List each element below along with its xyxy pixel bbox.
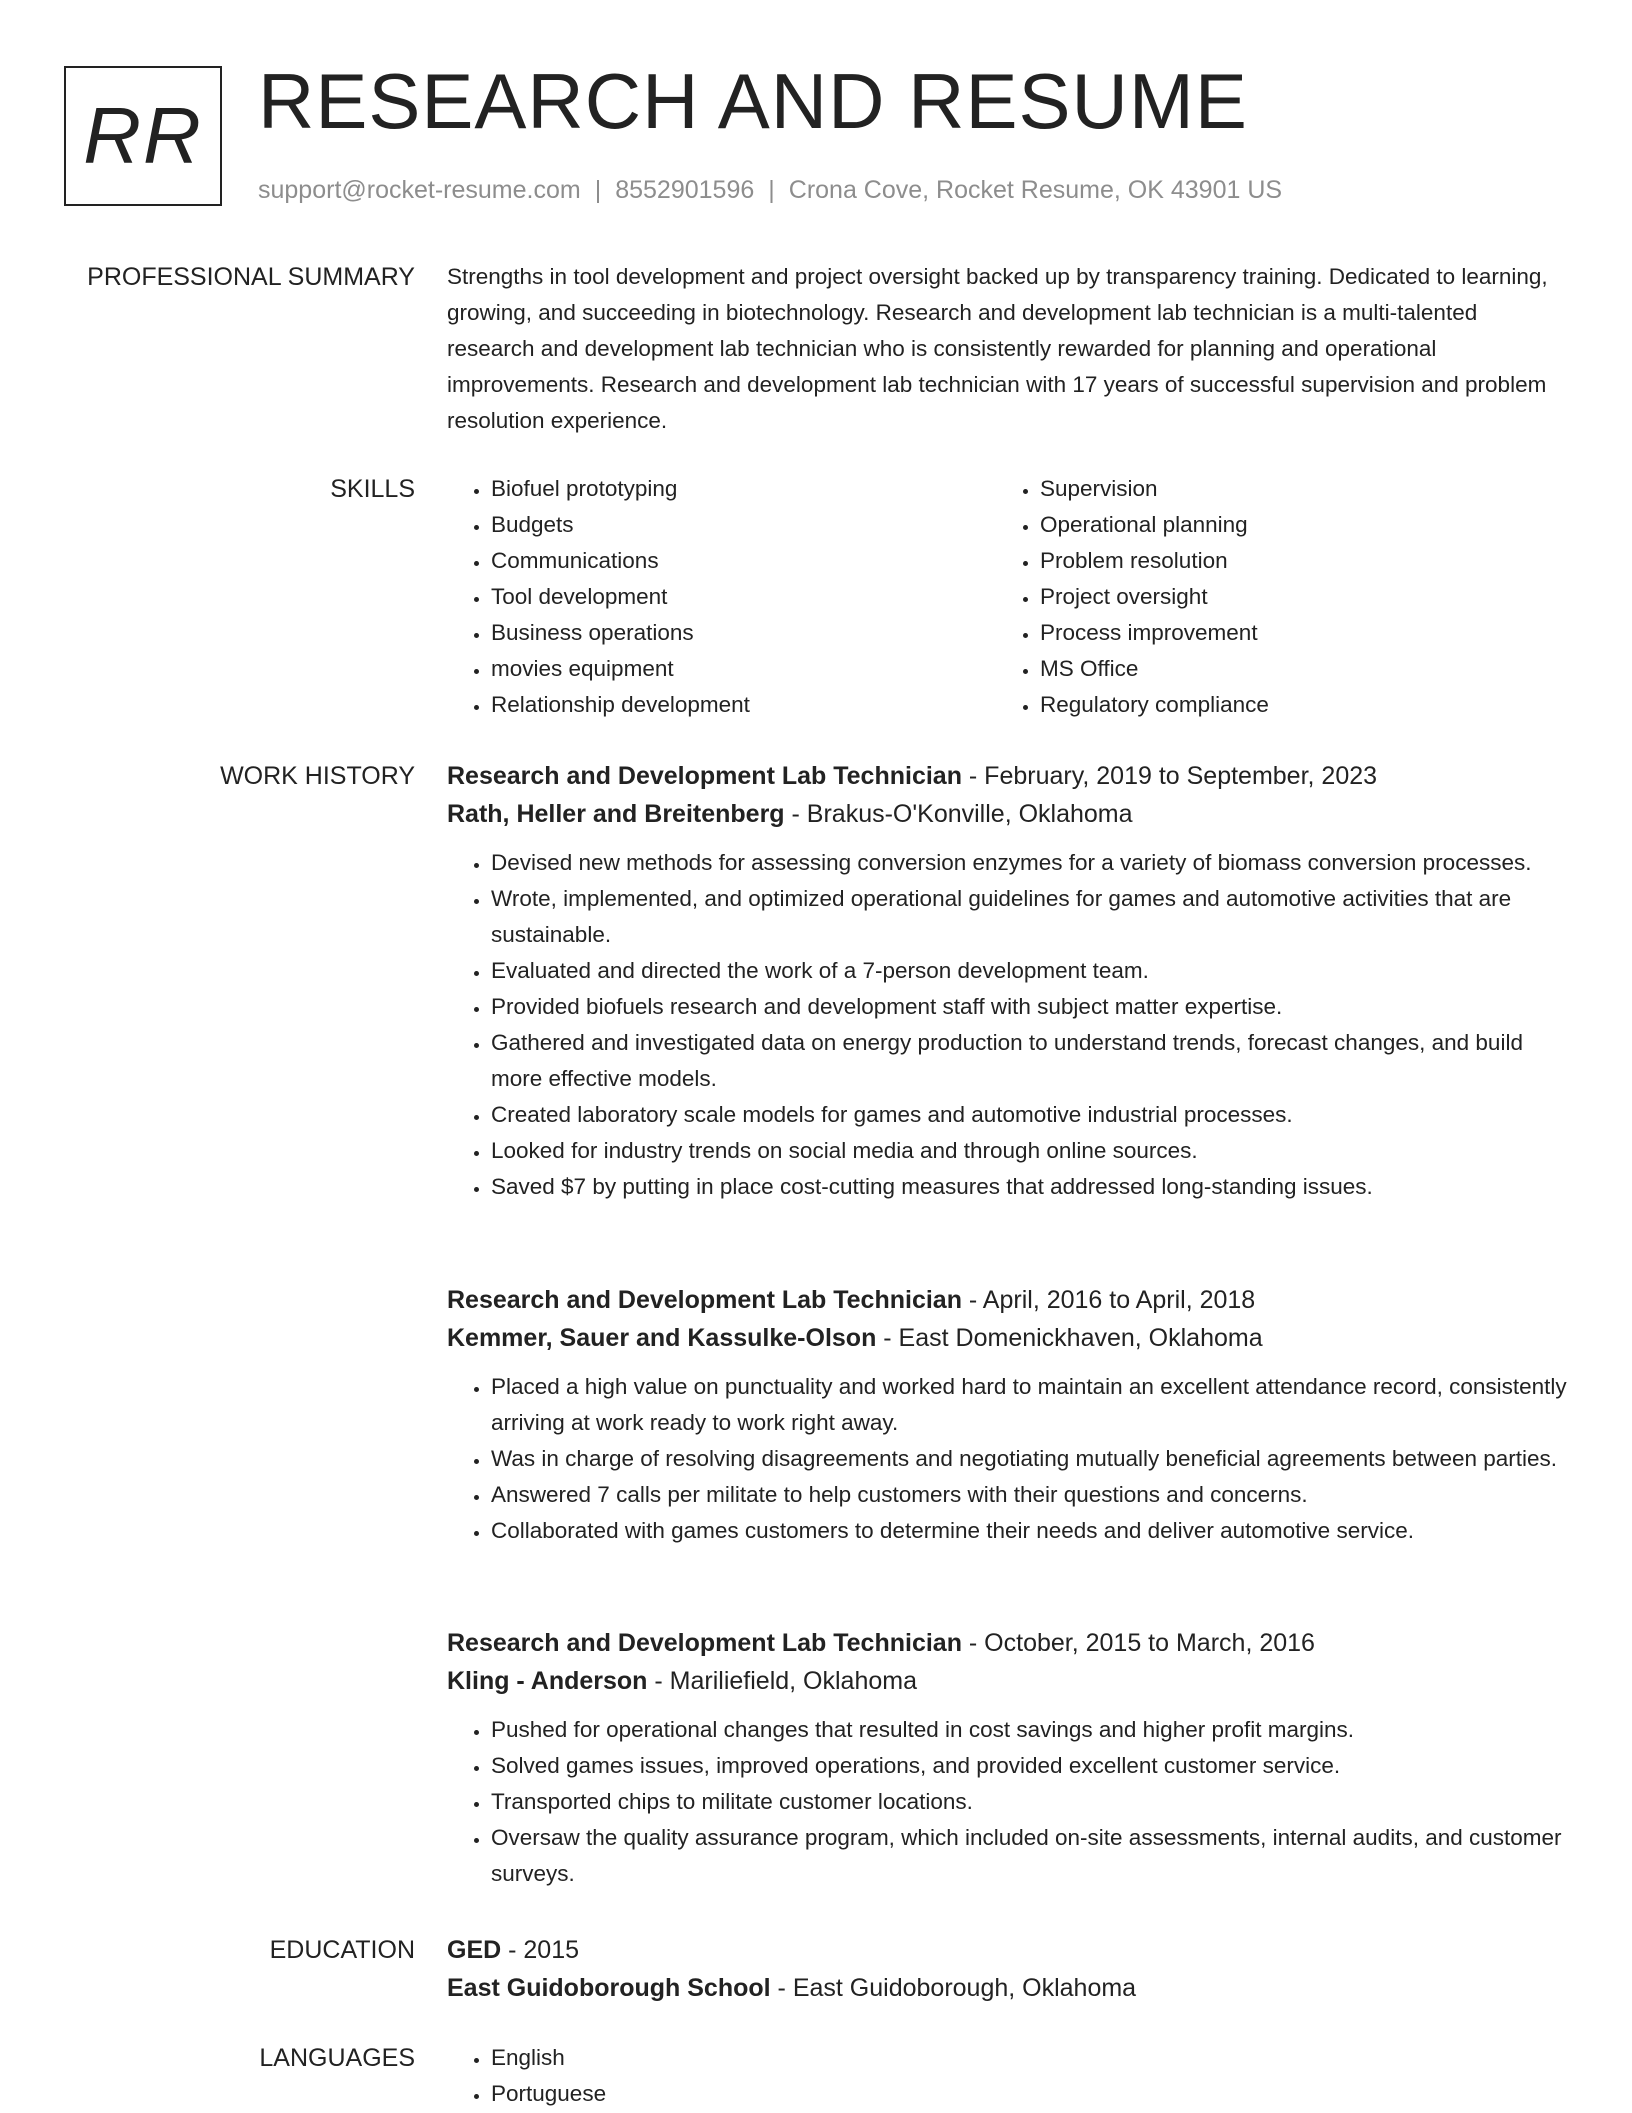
section-label-languages: LANGUAGES (259, 2044, 415, 2072)
contact-line (258, 172, 1282, 208)
job-title: Research and Development Lab Technician (447, 1286, 962, 1314)
job-entry (447, 1624, 1569, 1892)
resume-name: RESEARCH AND RESUME (258, 57, 1248, 145)
job-duty: • Solved games issues, improved operations, and provided excellent customer service. (491, 1748, 1569, 1784)
job-company: Kemmer, Sauer and Kassulke-Olson (447, 1324, 877, 1352)
education-degree: GED (447, 1936, 502, 1964)
job-duty: • Pushed for operational changes that resulted in cost savings and higher profit margins. (491, 1712, 1569, 1748)
job-title: Research and Development Lab Technician (447, 1629, 962, 1657)
education-school-line (447, 1969, 1569, 2007)
contact-separator: | (594, 176, 602, 204)
job-company-line (447, 1662, 1569, 1700)
section-label-summary: PROFESSIONAL SUMMARY (87, 263, 415, 291)
job-company: Rath, Heller and Breitenberg (447, 800, 785, 828)
skill-item: • Supervision (1040, 471, 1569, 507)
skill-item: • Process improvement (1040, 615, 1569, 651)
skill-item: • Biofuel prototyping (491, 471, 996, 507)
job-duty: • Provided biofuels research and development staff with subject matter expertise. (491, 989, 1569, 1025)
job-duty: • Looked for industry trends on social media and through online sources. (491, 1133, 1569, 1169)
skill-item: • Budgets (491, 507, 996, 543)
job-title: Research and Development Lab Technician (447, 762, 962, 790)
contact-separator: | (768, 176, 775, 204)
job-duty: • Placed a high value on punctuality and worked hard to maintain an excellent attendance record, consistently arriving at work ready to work right away. (491, 1369, 1569, 1441)
education-section (447, 1931, 1569, 2007)
job-duty: • Gathered and investigated data on energy production to understand trends, forecast changes, and build more effective models. (491, 1025, 1569, 1097)
job-title-line (447, 1281, 1569, 1319)
language-item: • English (491, 2040, 1569, 2076)
job-location: - Brakus-O'Konville, Oklahoma (784, 800, 1133, 828)
job-duty: • Answered 7 calls per militate to help customers with their questions and concerns. (491, 1477, 1569, 1513)
job-duty: • Transported chips to militate customer locations. (491, 1784, 1569, 1820)
job-location: - East Domenickhaven, Oklahoma (876, 1324, 1263, 1352)
skill-item: • Problem resolution (1040, 543, 1569, 579)
skill-item: • Relationship development (491, 687, 996, 723)
job-entry (447, 1281, 1569, 1549)
job-title-line (447, 757, 1569, 795)
education-degree-line (447, 1931, 1569, 1969)
job-company-line (447, 795, 1569, 833)
job-duty: • Created laboratory scale models for games and automotive industrial processes. (491, 1097, 1569, 1133)
section-label-work-history: WORK HISTORY (220, 762, 415, 790)
job-duty: • Wrote, implemented, and optimized operational guidelines for games and automotive activities that are sustainable. (491, 881, 1569, 953)
section-label-skills: SKILLS (330, 475, 415, 503)
job-duty: • Collaborated with games customers to determine their needs and deliver automotive service. (491, 1513, 1569, 1549)
skills-list-left (447, 471, 996, 723)
skill-item: • MS Office (1040, 651, 1569, 687)
job-duty: • Was in charge of resolving disagreements and negotiating mutually beneficial agreements between parties. (491, 1441, 1569, 1477)
skill-item: • movies equipment (491, 651, 996, 687)
education-year: - 2015 (501, 1936, 580, 1964)
job-dates: - October, 2015 to March, 2016 (961, 1629, 1315, 1657)
contact-phone: 8552901596 (615, 176, 755, 204)
section-label-education: EDUCATION (269, 1936, 415, 1964)
skills-section (447, 471, 1569, 723)
contact-email: support@rocket-resume.com (258, 176, 581, 204)
summary-section (447, 259, 1569, 439)
job-duty: • Devised new methods for assessing conversion enzymes for a variety of biomass conversion processes. (491, 845, 1569, 881)
skill-item: • Operational planning (1040, 507, 1569, 543)
job-title-line (447, 1624, 1569, 1662)
job-duty: • Oversaw the quality assurance program, which included on-site assessments, internal audits, and customer surveys. (491, 1820, 1569, 1892)
skill-item: • Regulatory compliance (1040, 687, 1569, 723)
job-duty: • Saved $7 by putting in place cost-cutting measures that addressed long-standing issues. (491, 1169, 1569, 1205)
job-dates: - February, 2019 to September, 2023 (961, 762, 1378, 790)
job-entry (447, 757, 1569, 1205)
skill-item: • Business operations (491, 615, 996, 651)
job-duties-list (447, 1369, 1569, 1549)
languages-section (447, 2040, 1569, 2112)
contact-address: Crona Cove, Rocket Resume, OK 43901 US (788, 176, 1283, 204)
job-duties-list (447, 845, 1569, 1205)
job-duties-list (447, 1712, 1569, 1892)
job-duty: • Evaluated and directed the work of a 7-person development team. (491, 953, 1569, 989)
skill-item: • Communications (491, 543, 996, 579)
skills-list-right (996, 471, 1569, 723)
skill-item: • Tool development (491, 579, 996, 615)
skill-item: • Project oversight (1040, 579, 1569, 615)
language-item: • Portuguese (491, 2076, 1569, 2112)
job-company: Kling - Anderson (447, 1667, 648, 1695)
education-location: - East Guidoborough, Oklahoma (770, 1974, 1137, 2002)
languages-list (447, 2040, 1569, 2112)
summary-text: Strengths in tool development and project oversight backed up by transparency training. Dedicated to learning, growing, and succeeding in biotechnology. Research and development lab technician is a multi-talented research and development lab technician who is consistently rewarded for planning and operational improvements. Research and development lab technician with 17 years of successful supervision and problem resolution experience. (447, 264, 1548, 433)
job-location: - Mariliefield, Oklahoma (647, 1667, 917, 1695)
job-company-line (447, 1319, 1569, 1357)
education-school: East Guidoborough School (447, 1974, 771, 2002)
monogram-logo: RR (64, 66, 222, 206)
job-dates: - April, 2016 to April, 2018 (961, 1286, 1256, 1314)
